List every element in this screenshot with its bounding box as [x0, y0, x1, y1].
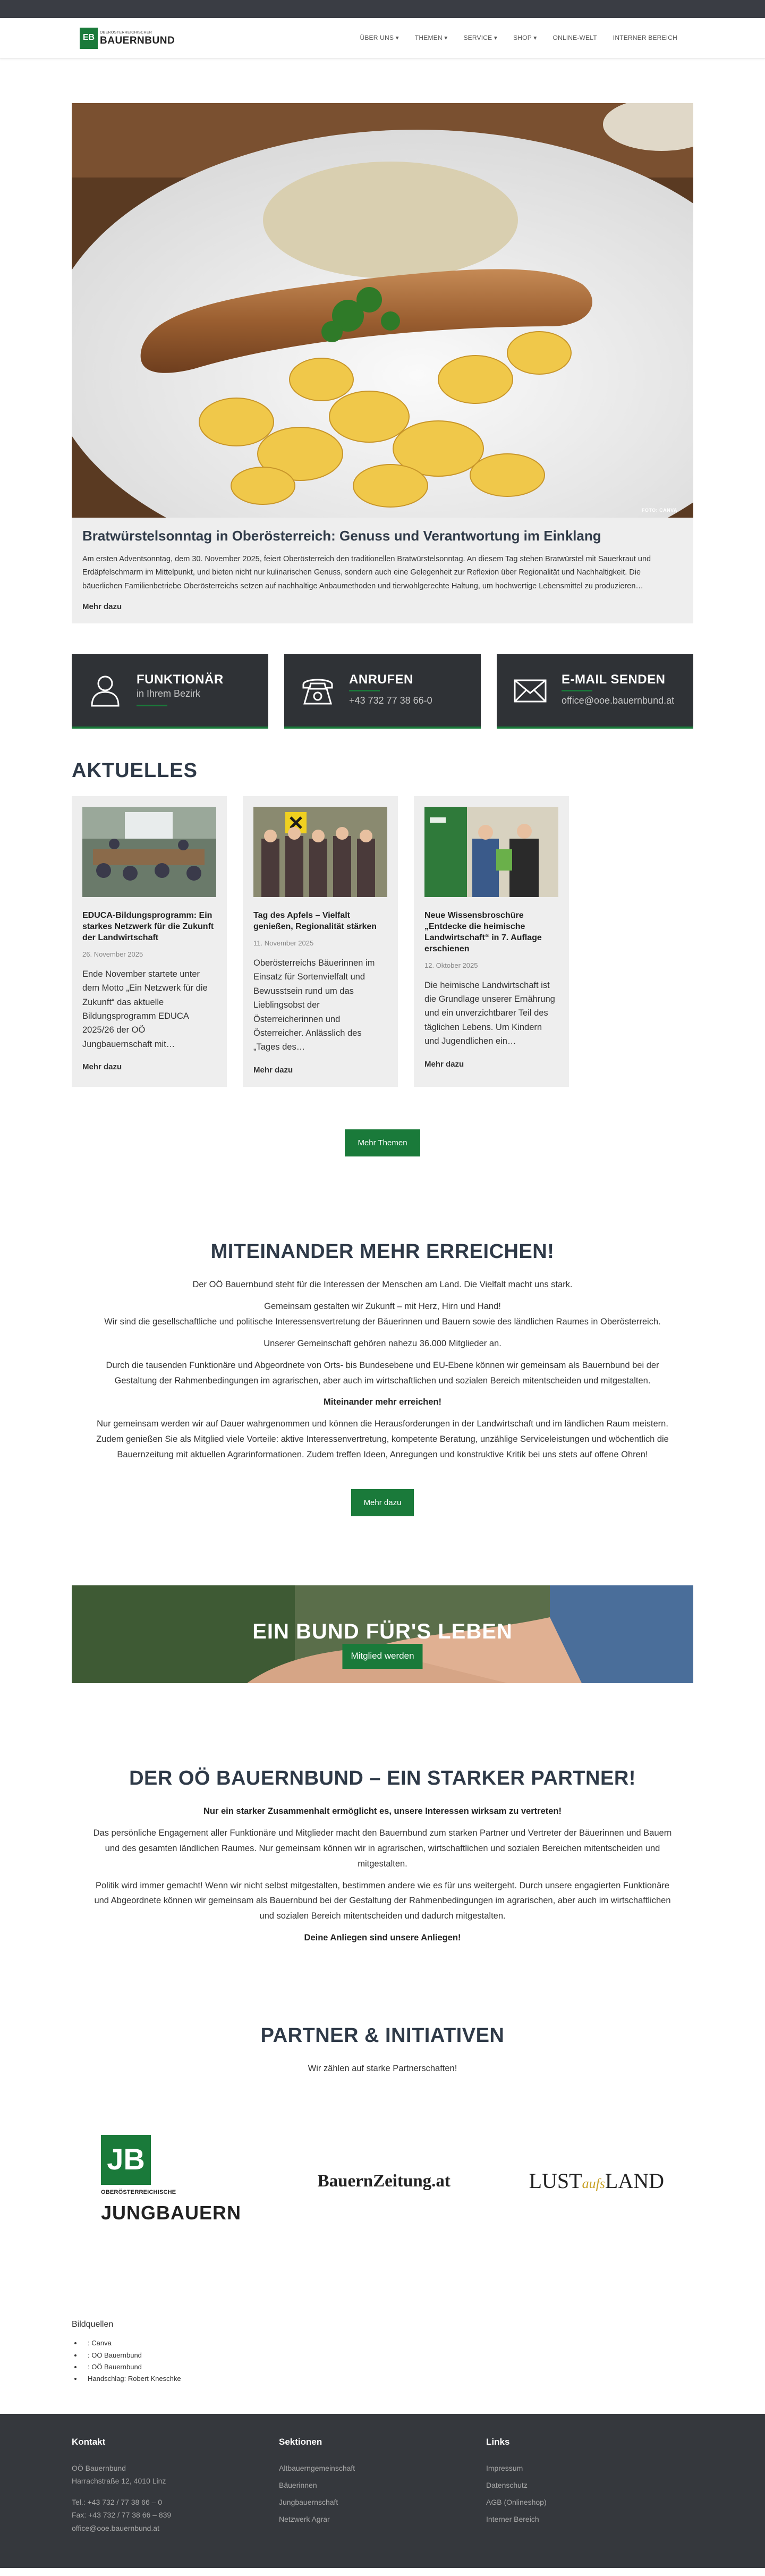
partner-logos — [72, 2135, 693, 2228]
hero-photo-credit: FOTO: CANVA — [641, 508, 677, 513]
footer-org-name: OÖ Bauernbund — [72, 2464, 126, 2473]
lust-aufs-land-logo-part-3: LAND — [605, 2169, 664, 2193]
main-nav — [352, 33, 685, 43]
partner-heading: DER OÖ BAUERNBUND – EIN STARKER PARTNER! — [129, 1767, 636, 1790]
footer-section-link[interactable]: Altbauerngemeinschaft — [279, 2464, 355, 2473]
footer-sections — [279, 2435, 486, 2535]
lust-aufs-land-logo[interactable] — [529, 2165, 664, 2198]
jungbauern-logo[interactable] — [101, 2135, 242, 2228]
tile-anrufen[interactable] — [284, 654, 481, 729]
news-card-date: 12. Oktober 2025 — [424, 961, 478, 969]
hero-title[interactable]: Bratwürstelsonntag in Oberösterreich: Genuss und Verantwortung im Einklang — [82, 528, 601, 544]
news-card — [243, 796, 398, 1087]
source-item: • Handschlag: Robert Kneschke — [82, 2373, 693, 2385]
tile-funktionaer[interactable] — [72, 654, 268, 729]
tile-title: FUNKTIONÄR — [137, 672, 224, 687]
nav-item-service[interactable]: SERVICE ▾ — [463, 34, 498, 42]
more-topics-button[interactable]: Mehr Themen — [345, 1129, 420, 1156]
jungbauern-big-text: JUNGBAUERN — [101, 2201, 242, 2224]
person-icon — [88, 673, 123, 708]
miteinander-slogan-text: Miteinander mehr erreichen! — [324, 1397, 441, 1407]
footer-street: Harrachstraße 12, 4010 Linz — [72, 2477, 166, 2486]
phone-icon — [300, 673, 335, 708]
news-card-more-link[interactable]: Mehr dazu — [253, 1065, 293, 1075]
banner-title: EIN BUND FÜR'S LEBEN — [252, 1620, 513, 1644]
footer-section-link[interactable]: Netzwerk Agrar — [279, 2515, 330, 2524]
partner-section — [72, 1763, 693, 1946]
tile-subtitle: office@ooe.bauernbund.at — [562, 695, 675, 706]
footer-email[interactable]: office@ooe.bauernbund.at — [72, 2523, 159, 2532]
miteinander-section — [72, 1236, 693, 1516]
tile-subtitle: +43 732 77 38 66-0 — [349, 695, 432, 706]
news-card — [72, 796, 227, 1087]
news-card-image[interactable] — [253, 807, 387, 897]
logo-small-text: OBERÖSTERREICHISCHER — [100, 30, 152, 35]
nav-item-interner-bereich[interactable]: INTERNER BEREICH — [613, 34, 677, 42]
tile-subtitle: in Ihrem Bezirk — [137, 688, 201, 699]
hero-food-illustration — [72, 103, 693, 518]
footer-link[interactable]: Datenschutz — [486, 2481, 528, 2490]
contact-tiles — [72, 654, 693, 729]
hero-text: Am ersten Adventsonntag, dem 30. November 2025, feiert Oberösterreich den traditionellen Bratwürstelsonntag. An diesem Tag stehen Bratwürstel mit Sauerkraut und Erdäpfelschmarrn im Mittelpunkt, und bieten nicht nur kulinarischen Genuss, sondern auch eine Gelegenheit zur Reflexion über Regionalität und Nachhaltigkeit. Die bäuerlichen Familienbetriebe Oberösterreichs setzen auf nachhaltige Anbaumethoden und tierwohlgerechte Haltung, um hochwertige Lebensmittel zu produzieren… — [82, 554, 651, 590]
partner-text-1: Das persönliche Engagement aller Funktionäre und Mitglieder macht den Bauernbund zum starken Partner und Vertreter der Bäuerinnen und Bauern und des gesamten ländlichen Raumes. Nur gemeinsam können wir in agrarischen, wirtschaftlichen und sozialen Bereichen mitentscheiden und mitgestalten. — [93, 1828, 672, 1869]
lust-aufs-land-logo-part-1: LUST — [529, 2169, 582, 2193]
news-card-image[interactable] — [82, 807, 216, 897]
news-card-text: Oberösterreichs Bäuerinnen im Einsatz für Sortenvielfalt und Bewusstsein rund um das Lieblingsobst der Österreicherinnen und Österreicher. Anlässlich des „Tages des… — [253, 958, 375, 1052]
hero-image[interactable] — [72, 103, 693, 518]
tile-divider — [349, 690, 380, 691]
news-card — [414, 796, 569, 1087]
source-item: • : OÖ Bauernbund — [82, 2361, 693, 2373]
news-card-title[interactable]: EDUCA-Bildungsprogramm: Ein starkes Netzwerk für die Zukunft der Landwirtschaft — [82, 911, 214, 942]
miteinander-mission: Wir sind die gesellschaftliche und politische Interessensvertretung der Bäuerinnen und Bauern sowie des ländlichen Raumes in Oberösterreich. — [104, 1316, 661, 1327]
initiatives-heading: PARTNER & INITIATIVEN — [260, 2024, 505, 2047]
news-card-text: Ende November startete unter dem Motto „Ein Netzwerk für die Zukunft“ das aktuelle Bildungsprogramm EDUCA 2025/26 der OÖ Jungbauernschaft mit… — [82, 969, 208, 1049]
miteinander-benefits: Nur gemeinsam werden wir auf Dauer wahrgenommen und können die Herausforderungen in der Landwirtschaft und im ländlichen Raum meistern. Zudem genießen Sie als Mitglied viele Vorteile: aktive Interessenvertretung, kompetente Beratung, unzählige Serviceleistungen und wöchentlich die Bauernzeitung mit aktuellen Agrarinformationen. Zudem treffen Ideen, Anregungen und konstruktive Kritik bei uns stets auf offene Ohren! — [96, 1419, 669, 1460]
membership-banner — [72, 1585, 693, 1683]
site-logo[interactable] — [80, 28, 175, 49]
nav-item-online-welt[interactable]: ONLINE-WELT — [552, 34, 597, 42]
footer-links-heading: Links — [486, 2436, 510, 2447]
aktuelles-heading: AKTUELLES — [72, 759, 198, 782]
footer-fax: Fax: +43 732 / 77 38 66 – 839 — [72, 2511, 172, 2520]
news-card-more-link[interactable]: Mehr dazu — [424, 1059, 464, 1069]
logo-big-text: BAUERNBUND — [100, 35, 175, 46]
bauernzeitung-logo[interactable]: BauernZeitung.at — [317, 2171, 450, 2191]
footer-contact-heading: Kontakt — [72, 2436, 106, 2447]
miteinander-slogan — [72, 1395, 693, 1410]
news-cards — [72, 796, 693, 1087]
miteinander-heading: MITEINANDER MEHR ERREICHEN! — [210, 1240, 555, 1263]
miteinander-motto: Gemeinsam gestalten wir Zukunft – mit Herz, Hirn und Hand! — [264, 1302, 501, 1312]
membership-banner-section — [0, 1585, 765, 1683]
news-card-title[interactable]: Tag des Apfels – Vielfalt genießen, Regionalität stärken — [253, 911, 377, 932]
become-member-button[interactable]: Mitglied werden — [342, 1644, 422, 1668]
footer-link[interactable]: Interner Bereich — [486, 2515, 539, 2524]
miteinander-functionaries: Durch die tausenden Funktionäre und Abgeordnete von Orts- bis Bundesebene und EU-Ebene können wir gemeinsam als Bauernbund bei der Gestaltung der Rahmenbedingungen im agrarischen, aber auch im wirtschaftlichen und sozialen Bereich mitentscheiden und mitgestalten. — [106, 1360, 659, 1386]
partner-closing: Deine Anliegen sind unsere Anliegen! — [304, 1933, 461, 1943]
nav-item-ueber-uns[interactable]: ÜBER UNS ▾ — [360, 34, 399, 42]
footer-links — [486, 2435, 693, 2535]
footer-phone[interactable]: Tel.: +43 732 / 77 38 66 – 0 — [72, 2498, 163, 2507]
source-item: • : OÖ Bauernbund — [82, 2350, 693, 2361]
envelope-icon — [513, 673, 548, 708]
tile-title: E-MAIL SENDEN — [562, 672, 666, 687]
jungbauern-mark: JB — [101, 2135, 151, 2185]
news-card-image[interactable] — [424, 807, 558, 897]
news-card-title[interactable]: Neue Wissensbroschüre „Entdecke die heimische Landwirtschaft“ in 7. Auflage erschienen — [424, 911, 542, 953]
tile-divider — [137, 705, 167, 706]
site-footer — [0, 2414, 765, 2568]
nav-item-shop[interactable]: SHOP ▾ — [513, 34, 537, 42]
footer-link[interactable]: Impressum — [486, 2464, 523, 2473]
miteinander-members: Unserer Gemeinschaft gehören nahezu 36.000 Mitglieder an. — [264, 1338, 502, 1348]
hero-article — [72, 103, 693, 623]
lust-aufs-land-logo-part-2: aufs — [582, 2176, 605, 2192]
footer-section-link[interactable]: Jungbauernschaft — [279, 2498, 338, 2507]
top-bar — [0, 0, 765, 18]
miteinander-intro: Der OÖ Bauernbund steht für die Interessen der Menschen am Land. Die Vielfalt macht uns stark. — [192, 1280, 573, 1290]
site-header — [0, 18, 765, 58]
nav-item-themen[interactable]: THEMEN ▾ — [414, 34, 448, 42]
footer-section-link[interactable]: Bäuerinnen — [279, 2481, 317, 2490]
news-card-text: Die heimische Landwirtschaft ist die Grundlage unserer Ernährung und ein unverzichtbarer Teil des täglichen Lebens. Um Kindern und Jugendlichen ein… — [424, 980, 555, 1046]
footer-sections-heading: Sektionen — [279, 2436, 322, 2447]
news-card-date: 26. November 2025 — [82, 950, 143, 958]
news-card-more-link[interactable]: Mehr dazu — [82, 1062, 122, 1072]
partners-initiatives-section — [72, 2020, 693, 2228]
tile-divider — [562, 690, 592, 691]
tile-title: ANRUFEN — [349, 672, 413, 687]
miteinander-more-button[interactable]: Mehr dazu — [351, 1489, 414, 1516]
image-sources — [72, 2318, 693, 2385]
hero-more-link[interactable]: Mehr dazu — [82, 602, 122, 611]
news-card-date: 11. November 2025 — [253, 939, 314, 947]
initiatives-subtitle: Wir zählen auf starke Partnerschaften! — [308, 2063, 457, 2073]
jungbauern-small-text: OBERÖSTERREICHISCHE — [101, 2189, 176, 2195]
source-item: • : Canva — [82, 2337, 693, 2349]
sources-heading: Bildquellen — [72, 2319, 114, 2329]
tile-email[interactable] — [497, 654, 693, 729]
footer-contact — [72, 2435, 279, 2535]
partner-lead: Nur ein starker Zusammenhalt ermöglicht es, unsere Interessen wirksam zu vertreten! — [203, 1806, 562, 1817]
partner-text-2: Politik wird immer gemacht! Wenn wir nicht selbst mitgestalten, bestimmen andere wie es für uns weitergeht. Durch unsere engagierten Funktionäre und Abgeordnete können wir gemeinsam als Bauernbund bei der Gestaltung der Rahmenbedingungen im agrarischen, aber auch im wirtschaftlichen und sozialen Bereich mitentscheiden und dadurch mitgestalten. — [94, 1880, 671, 1921]
footer-link[interactable]: AGB (Onlineshop) — [486, 2498, 547, 2507]
logo-mark: EB — [80, 28, 98, 49]
